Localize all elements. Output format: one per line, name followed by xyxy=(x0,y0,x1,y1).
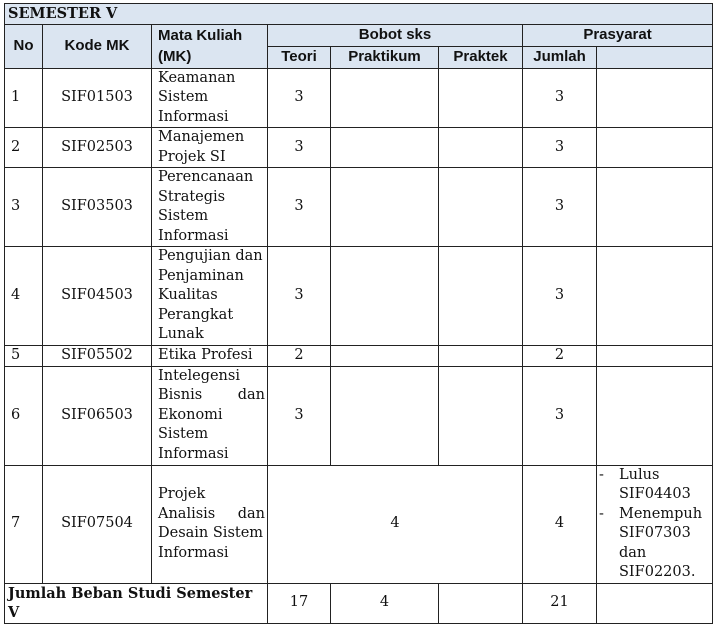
row-mata-kuliah-line: Keamanan xyxy=(158,69,236,86)
row-mata-kuliah-line: Sistem xyxy=(158,208,209,224)
row-teori: 3 xyxy=(268,247,331,346)
row-mata-kuliah-line: Informasi xyxy=(158,227,229,244)
row-kode: SIF04503 xyxy=(43,247,152,346)
row-no: 5 xyxy=(5,346,43,367)
row-teori: 3 xyxy=(268,68,331,128)
row-mata-kuliah-line: Strategis xyxy=(158,188,226,205)
row-prasyarat xyxy=(597,465,713,583)
row-kode: SIF03503 xyxy=(43,168,152,247)
header-prasyarat-blank xyxy=(597,46,713,68)
row-praktikum xyxy=(331,168,439,247)
row-mata-kuliah-line: Bisnis dan xyxy=(158,387,265,404)
row-mata-kuliah xyxy=(152,366,268,465)
row-praktek xyxy=(439,346,523,367)
total-jumlah: 21 xyxy=(523,583,597,623)
row-mata-kuliah-line: Informasi xyxy=(158,108,229,125)
row-prasyarat xyxy=(597,346,713,367)
row-kode: SIF06503 xyxy=(43,366,152,465)
total-label: Jumlah Beban Studi Semester V xyxy=(5,583,268,623)
row-no: 2 xyxy=(5,128,43,168)
total-praktek xyxy=(439,583,523,623)
row-jumlah: 3 xyxy=(523,68,597,128)
header-row-1 xyxy=(5,24,713,46)
row-mata-kuliah-line: Sistem xyxy=(158,426,209,443)
row-merged-sks: 4 xyxy=(268,465,523,583)
header-praktikum: Praktikum xyxy=(331,46,439,68)
row-mata-kuliah-line: Perencanaan xyxy=(158,169,254,185)
row-jumlah: 3 xyxy=(523,128,597,168)
row-prasyarat xyxy=(597,68,713,128)
row-prasyarat xyxy=(597,366,713,465)
row-teori: 3 xyxy=(268,366,331,465)
row-mata-kuliah-line: Informasi xyxy=(158,445,229,462)
semester-title: SEMESTER V xyxy=(5,4,713,25)
row-mata-kuliah xyxy=(152,346,268,367)
row-praktikum xyxy=(331,366,439,465)
row-kode: SIF05502 xyxy=(43,346,152,367)
prasyarat-line: Menempuh xyxy=(619,505,703,522)
total-prasyarat xyxy=(597,583,713,623)
table-row xyxy=(5,168,713,247)
header-mata-kuliah xyxy=(152,24,268,68)
row-mata-kuliah xyxy=(152,247,268,346)
row-praktek xyxy=(439,168,523,247)
row-prasyarat xyxy=(597,247,713,346)
table-row xyxy=(5,68,713,128)
header-kode-mk: Kode MK xyxy=(43,24,152,68)
table-row xyxy=(5,247,713,346)
header-bobot-sks: Bobot sks xyxy=(268,24,523,46)
row-jumlah: 3 xyxy=(523,247,597,346)
row-mata-kuliah xyxy=(152,128,268,168)
row-praktek xyxy=(439,366,523,465)
semester-table xyxy=(4,3,713,624)
prasyarat-line: SIF02203. xyxy=(619,564,696,580)
row-praktikum xyxy=(331,346,439,367)
row-mata-kuliah-line: Perangkat xyxy=(158,306,234,323)
row-no: 7 xyxy=(5,465,43,583)
table-row xyxy=(5,366,713,465)
table-row xyxy=(5,128,713,168)
table-row xyxy=(5,346,713,367)
row-mata-kuliah-line: Projek xyxy=(158,486,206,502)
row-mata-kuliah-line: Pengujian dan xyxy=(158,248,263,265)
row-jumlah: 3 xyxy=(523,366,597,465)
bullet-dash: - xyxy=(599,505,604,522)
row-mata-kuliah-line: Desain Sistem xyxy=(158,525,264,541)
row-prasyarat xyxy=(597,128,713,168)
row-mata-kuliah-line: Intelegensi xyxy=(158,367,240,384)
row-no: 1 xyxy=(5,68,43,128)
row-teori: 3 xyxy=(268,168,331,247)
header-teori: Teori xyxy=(268,46,331,68)
row-jumlah: 2 xyxy=(523,346,597,367)
row-prasyarat xyxy=(597,168,713,247)
row-teori: 3 xyxy=(268,128,331,168)
row-kode: SIF07504 xyxy=(43,465,152,583)
row-praktikum xyxy=(331,128,439,168)
prasyarat-line: SIF04403 xyxy=(619,486,691,502)
header-jumlah: Jumlah xyxy=(523,46,597,68)
prasyarat-item xyxy=(599,466,708,505)
total-teori: 17 xyxy=(268,583,331,623)
row-mata-kuliah-line: Analisis dan xyxy=(158,505,265,522)
prasyarat-line: dan xyxy=(619,544,647,561)
row-teori: 2 xyxy=(268,346,331,367)
row-mata-kuliah-line: Ekonomi xyxy=(158,406,223,423)
row-kode: SIF02503 xyxy=(43,128,152,168)
row-mata-kuliah xyxy=(152,465,268,583)
table-row xyxy=(5,465,713,583)
row-no: 3 xyxy=(5,168,43,247)
row-praktek xyxy=(439,128,523,168)
header-no: No xyxy=(5,24,43,68)
row-mata-kuliah-line: Kualitas xyxy=(158,287,218,304)
row-praktek xyxy=(439,247,523,346)
prasyarat-item xyxy=(599,505,708,583)
prasyarat-text xyxy=(619,466,708,505)
header-prasyarat: Prasyarat xyxy=(523,24,713,46)
row-praktek xyxy=(439,68,523,128)
row-praktikum xyxy=(331,247,439,346)
header-mata-kuliah-line1: Mata Kuliah xyxy=(158,27,243,44)
header-mata-kuliah-line2: (MK) xyxy=(158,48,192,65)
row-jumlah: 3 xyxy=(523,168,597,247)
prasyarat-text xyxy=(619,505,708,583)
row-no: 6 xyxy=(5,366,43,465)
row-mata-kuliah xyxy=(152,68,268,128)
prasyarat-line: Lulus xyxy=(619,466,660,483)
total-row xyxy=(5,583,713,623)
row-mata-kuliah-line: Etika Profesi xyxy=(158,347,253,363)
row-mata-kuliah-line: Manajemen xyxy=(158,129,245,145)
prasyarat-line: SIF07303 xyxy=(619,525,691,541)
header-praktek: Praktek xyxy=(439,46,523,68)
row-praktikum xyxy=(331,68,439,128)
row-kode: SIF01503 xyxy=(43,68,152,128)
row-mata-kuliah-line: Lunak xyxy=(158,326,204,343)
row-jumlah: 4 xyxy=(523,465,597,583)
row-mata-kuliah-line: Informasi xyxy=(158,544,229,561)
semester-title-row xyxy=(5,4,713,25)
row-mata-kuliah-line: Penjaminan xyxy=(158,267,244,284)
semester-table-container xyxy=(4,3,713,624)
total-praktikum: 4 xyxy=(331,583,439,623)
bullet-dash: - xyxy=(599,466,604,483)
row-mata-kuliah-line: Sistem xyxy=(158,89,209,105)
row-no: 4 xyxy=(5,247,43,346)
row-mata-kuliah-line: Projek SI xyxy=(158,148,226,165)
row-mata-kuliah xyxy=(152,168,268,247)
